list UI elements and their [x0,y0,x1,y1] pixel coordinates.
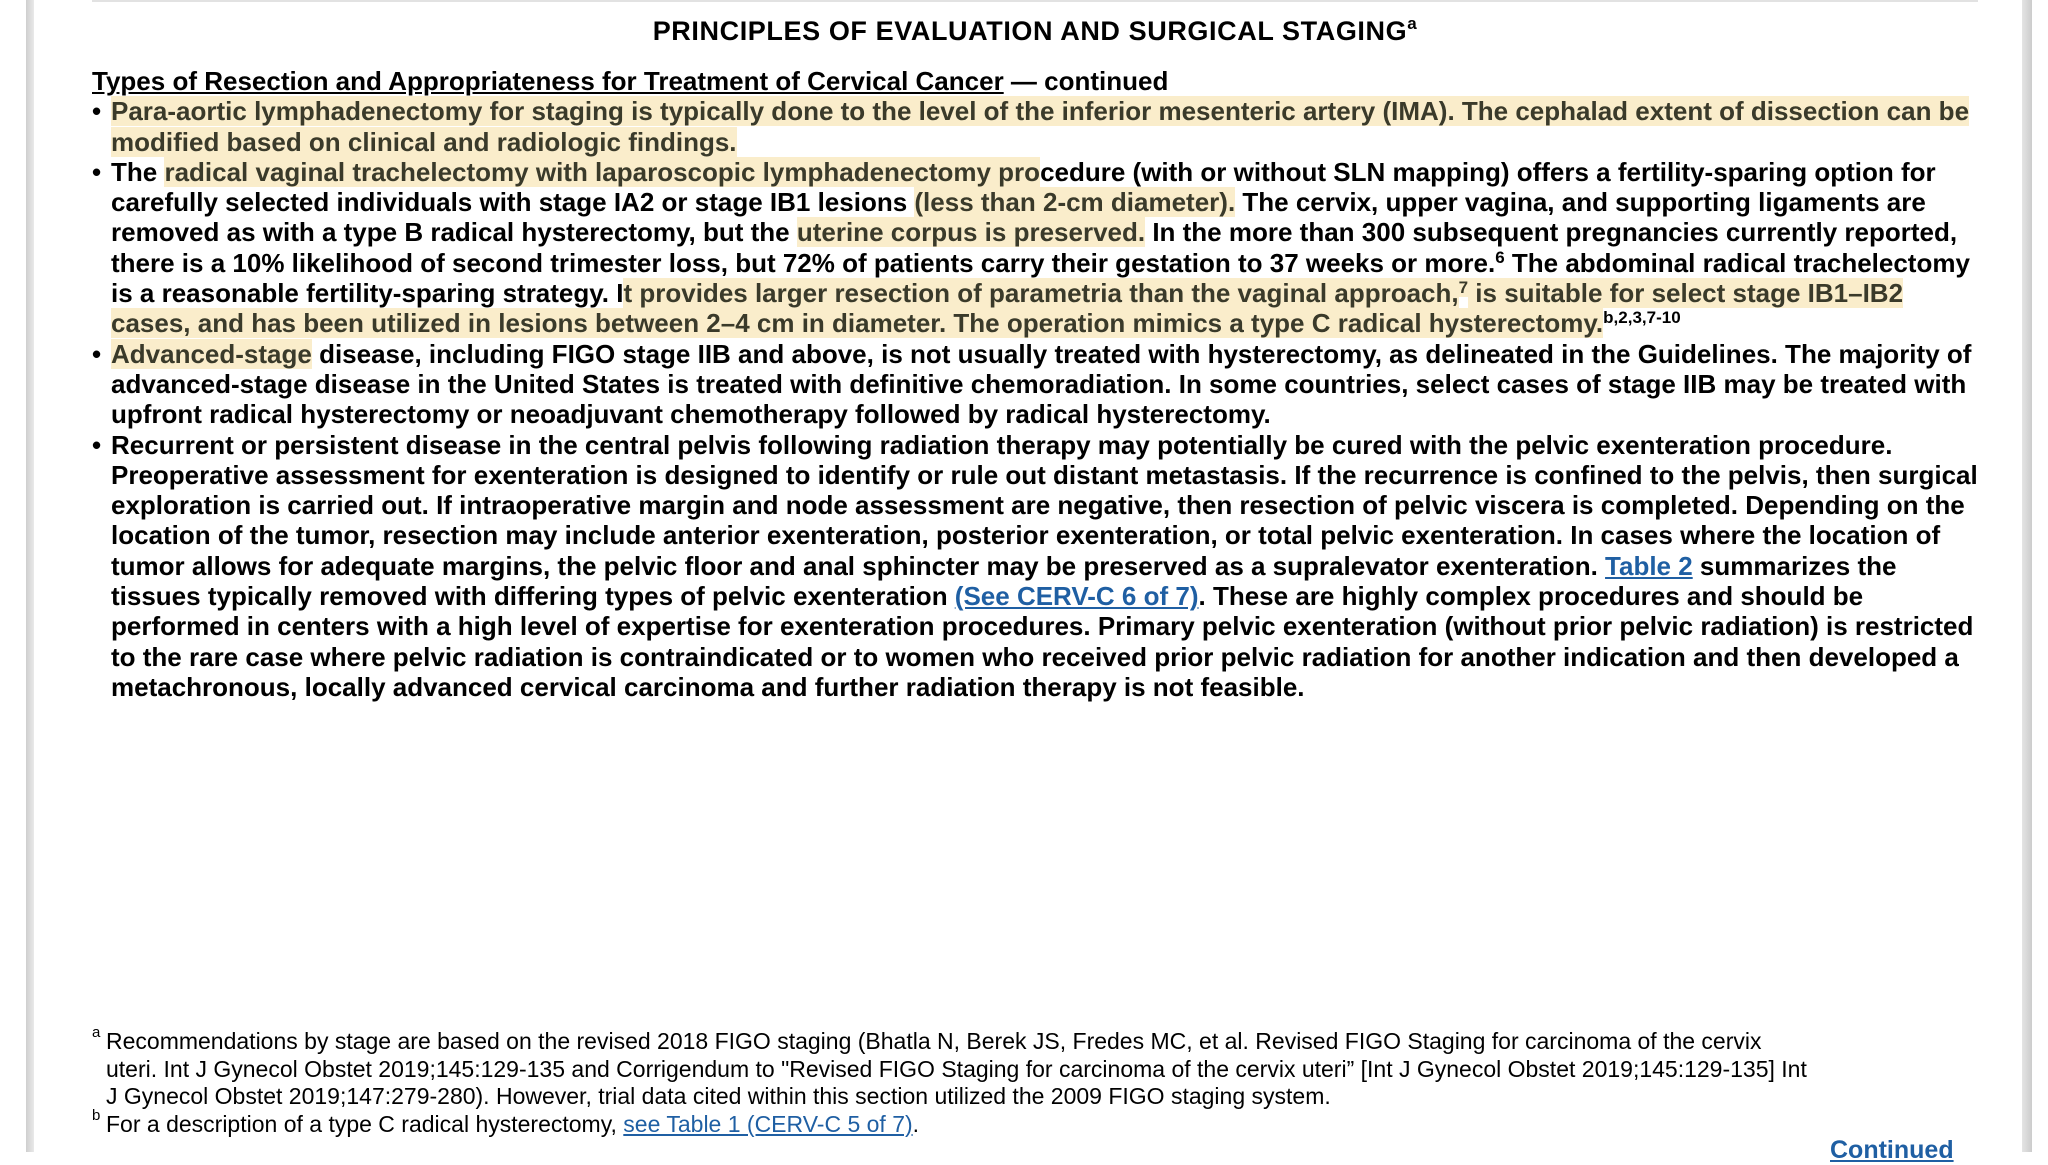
paragraph [111,96,1982,157]
paragraph [111,157,1982,339]
text-run: The cervix, upper vagina, and supporting ligaments are removed as with a type B radical hysterectomy, but the [111,187,1926,248]
footnotes [92,1024,1992,1138]
text-run: In the more than 300 subsequent pregnancies currently reported, there is a 10% likelihood of second trimester loss, but 72% of patients carry their gestation to 37 weeks or more. [111,217,1958,278]
cerv-c-6-of-7-link[interactable]: (See CERV-C 6 of 7) [954,581,1199,612]
paragraph [111,430,1982,703]
footnote-a [92,1024,1992,1056]
highlighted-text: radical vaginal trachelectomy with laparoscopic lymphadenectomy pro [164,156,1041,187]
text-run: Recurrent or persistent disease in the central pelvis following radiation therapy may potentially be cured with the pelvic exenteration procedure. Preoperative assessment for exenteration is designed to identify or rule out distant metastasis. If the recurrence is confined to the pelvis, then surgical exploration is carried out. If intraoperative margin and node assessment are negative, then resection of pelvic viscera is completed. Depending on the location of the tumor, resection may include anterior exenteration, posterior exenteration, or total pelvic exenteration. In cases where the location of tumor allows for adequate margins, the pelvic floor and anal sphincter may be preserved as a supralevator exenteration. [111,429,1978,581]
bullet-icon: • [92,338,102,369]
top-rule [92,0,1978,2]
main-content [92,66,1982,702]
section-heading-suffix: — continued [1003,66,1169,96]
citation-superscript: b,2,3,7-10 [1603,308,1681,328]
footnote-text: For a description of a type C radical hysterectomy, [106,1110,624,1137]
table-1-link[interactable]: see Table 1 (CERV-C 5 of 7) [623,1110,913,1137]
citation-superscript: 7 [1458,278,1469,298]
footnote-text: uteri. Int J Gynecol Obstet 2019;145:129-135 and Corrigendum to "Revised FIGO Staging for carcinoma of the cervix uteri” [Int J Gynecol Obstet 2019;145:129-135] Int [106,1055,1807,1082]
section-heading [92,66,1982,96]
highlighted-text: (less than 2-cm diameter). [914,187,1236,218]
footnote-marker: b [92,1106,101,1124]
text-run: summarizes the tissues typically removed with differing types of pelvic exenteration [111,550,1897,612]
page-title-text: PRINCIPLES OF EVALUATION AND SURGICAL STAGING [652,16,1408,46]
page-title [92,16,1978,47]
bullet-icon: • [92,96,102,127]
highlighted-text: Advanced-stage [111,338,312,369]
highlighted-text: Para-aortic lymphadenectomy for staging is typically done to the level of the inferior mesenteric artery (IMA). The cephalad extent of dissection can be modified based on clinical and radiologic findings. [111,96,1970,157]
highlighted-text: uterine corpus is preserved. [796,217,1146,248]
bullet-icon: • [92,429,102,460]
footnote-text: . [912,1110,920,1137]
footnote-a-continuation [92,1056,1992,1084]
footnote-a-continuation [92,1083,1992,1111]
footnote-b [92,1106,1992,1139]
list-item-recurrent-disease [92,430,1982,703]
bullet-icon: • [92,156,102,187]
list-item-trachelectomy [92,157,1982,339]
text-run: The abdominal radical trachelectomy is a reasonable fertility-sparing strategy. I [111,247,1970,309]
continued-link[interactable]: Continued [1830,1136,1954,1164]
paragraph [111,339,1982,430]
text-run: The [111,156,165,187]
title-footnote-marker: a [1407,14,1418,33]
highlighted-text: t provides larger resection of parametria than the vaginal approach, [623,278,1459,309]
footnote-text: Recommendations by stage are based on the revised 2018 FIGO staging (Bhatla N, Berek JS, Fredes MC, et al. Revised FIGO Staging for carcinoma of the cervix [106,1028,1762,1054]
section-heading-title: Types of Resection and Appropriateness for Treatment of Cervical Cancer [92,66,1004,96]
text-run: disease, including FIGO stage IIB and above, is not usually treated with hysterectomy, as delineated in the Guidelines. The majority of advanced-stage disease in the United States is treated with definitive chemoradiation. In some countries, select cases of stage IIB may be treated with upfront radical hysterectomy or neoadjuvant chemotherapy followed by radical hysterectomy. [111,338,1972,430]
text-run: . These are highly complex procedures and should be performed in centers with a high level of expertise for exenteration procedures. Primary pelvic exenteration (without prior pelvic radiation) is restricted to the rare case where pelvic radiation is contraindicated or to women who received prior pelvic radiation for another indication and then developed a metachronous, locally advanced cervical carcinoma and further radiation therapy is not feasible. [111,581,1974,702]
footnote-text: J Gynecol Obstet 2019;147:279-280). However, trial data cited within this section utilized the 2009 FIGO staging system. [106,1083,1331,1109]
list-item-para-aortic [92,96,1982,157]
table-2-link[interactable]: Table 2 [1605,550,1693,581]
footnote-marker: a [92,1024,101,1041]
text-run: cedure (with or without SLN mapping) offers a fertility-sparing option for carefully selected individuals with stage IA2 or stage IB1 lesions [111,156,1936,218]
citation-superscript: 6 [1495,247,1505,267]
page-left-edge [26,0,34,1152]
highlighted-text: is suitable for select stage IB1–IB2 cases, and has been utilized in lesions between 2–4 cm in diameter. The operation mimics a type C radical hysterectomy. [111,278,1904,339]
list-item-advanced-stage [92,339,1982,430]
page-right-edge [2022,0,2032,1152]
